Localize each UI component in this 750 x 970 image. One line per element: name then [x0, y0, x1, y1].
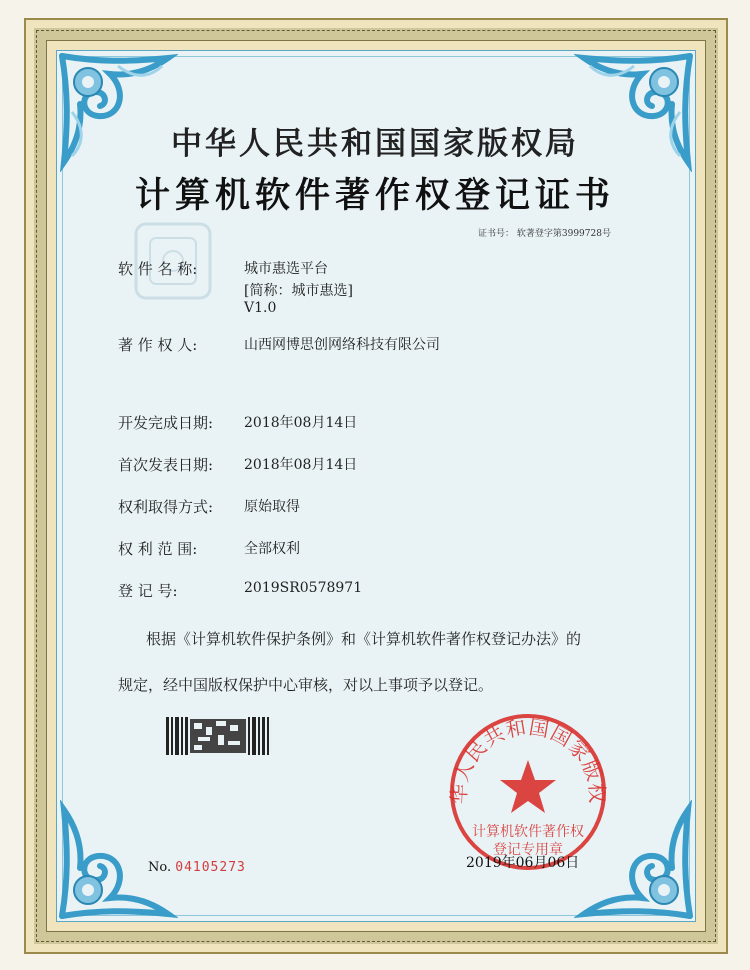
seal-line-1: 计算机软件著作权 — [472, 824, 584, 840]
seal-ring-text: 华人民共和国国家版权 — [446, 714, 610, 805]
software-version: V1.0 — [244, 300, 277, 316]
completion-date-label: 开发完成日期: — [118, 414, 214, 432]
rights-scope-label: 权 利 范 围: — [118, 540, 198, 558]
publication-date-label: 首次发表日期: — [118, 456, 214, 474]
publication-date-value: 2018年08月14日 — [244, 457, 358, 473]
rights-scope-value: 全部权利 — [244, 541, 300, 557]
copyright-owner-value: 山西网博思创网络科技有限公司 — [244, 337, 440, 353]
software-short-name: [简称：城市惠选] — [244, 283, 353, 299]
certificate-title: 计算机软件著作权登记证书 — [134, 175, 615, 216]
statement-line-1: 根据《计算机软件保护条例》和《计算机软件著作权登记办法》的 — [146, 630, 582, 648]
statement-line-2: 规定，经中国版权保护中心审核，对以上事项予以登记。 — [118, 676, 494, 694]
acquisition-method-label: 权利取得方式: — [118, 498, 214, 516]
copyright-owner-label: 著 作 权 人: — [118, 336, 198, 354]
seal-line-2: 登记专用章 — [493, 842, 563, 858]
registration-number-value: 2019SR0578971 — [244, 580, 363, 596]
issuing-authority: 中华人民共和国国家版权局 — [171, 126, 579, 162]
software-name-label: 软 件 名 称: — [118, 260, 198, 278]
issue-date: 2019年06月06日 — [466, 855, 580, 871]
registration-number-label: 登 记 号: — [118, 582, 178, 600]
certificate-number: 证书号： 软著登字第3999728号 — [478, 229, 611, 239]
completion-date-value: 2018年08月14日 — [244, 415, 358, 431]
serial-prefix: No. — [148, 860, 172, 875]
serial-value: 04105273 — [175, 860, 246, 875]
serial-number — [148, 860, 246, 875]
barcode-icon — [166, 717, 270, 755]
acquisition-method-value: 原始取得 — [244, 499, 300, 515]
software-name-value: 城市惠选平台 — [244, 261, 328, 277]
seal-star-icon — [500, 760, 556, 813]
